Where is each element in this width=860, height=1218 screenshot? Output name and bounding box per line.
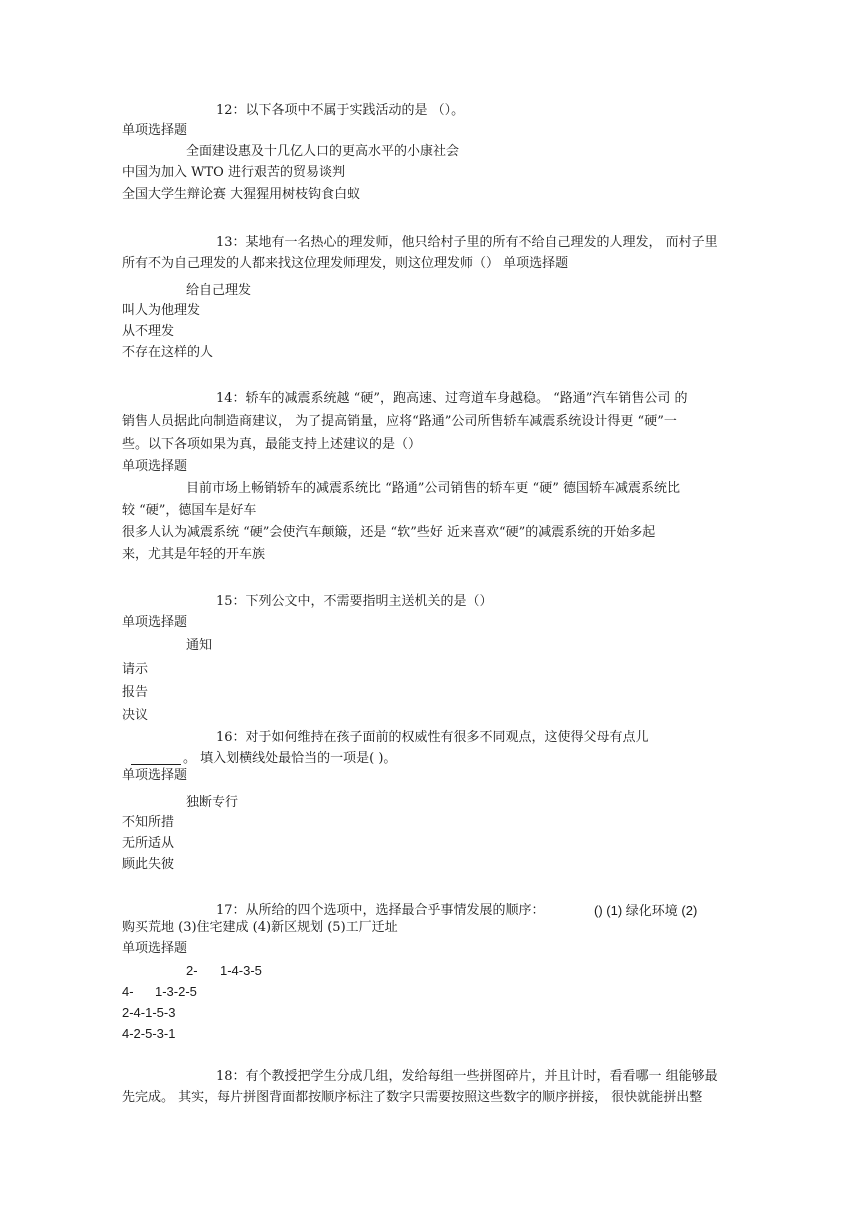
q12-option-c: 全国大学生辩论赛 大猩猩用树枝钩食白蚁	[122, 187, 361, 202]
q12-stem: 12：以下各项中不属于实践活动的是 （）。	[216, 103, 465, 118]
q17-stem-line1: 17：从所给的四个选项中，选择最合乎事情发展的顺序：	[216, 903, 545, 918]
q14-option-line3: 很多人认为减震系统 “硬”会使汽车颠簸，还是 “软”些好 近来喜欢“硬”的减震系统的开始多起	[122, 525, 656, 540]
q14-option-line1: 目前市场上畅销轿车的减震系统比 “路通”公司销售的轿车更 “硬” 德国轿车减震系统比	[186, 481, 680, 496]
q13-option-c: 从不理发	[122, 324, 175, 339]
q13-option-b: 叫人为他理发	[122, 303, 201, 318]
q12-option-b: 中国为加入 WTO 进行艰苦的贸易谈判	[122, 165, 345, 180]
q15-option-b: 请示	[122, 662, 149, 677]
q17-option-c: 2-4-1-5-3	[122, 1005, 176, 1020]
q14-option-line4: 来，尤其是年轻的开车族	[122, 547, 266, 562]
q12-option-a: 全面建设惠及十几亿人口的更高水平的小康社会	[186, 144, 460, 159]
q14-option-line2: 较 “硬”，德国车是好车	[122, 503, 257, 518]
q17-option-d: 4-2-5-3-1	[122, 1026, 176, 1041]
q13-option-d: 不存在这样的人	[122, 345, 214, 360]
q13-stem-line1: 13：某地有一名热心的理发师，他只给村子里的所有不给自己理发的人理发， 而村子里	[216, 235, 718, 250]
q14-stem-line1: 14：轿车的减震系统越 “硬”，跑高速、过弯道车身越稳。 “路通”汽车销售公司 的	[216, 391, 688, 406]
q17-stem-line2: 购买荒地 (3)住宅建成 (4)新区规划 (5)工厂迁址	[122, 920, 398, 935]
q15-option-c: 报告	[122, 685, 149, 700]
q14-stem-line2: 销售人员据此向制造商建议， 为了提高销量，应将“路通”公司所售轿车减震系统设计得更 “硬”一	[122, 414, 677, 429]
q14-type: 单项选择题	[122, 459, 188, 474]
q17-option-b-part1: 4-	[122, 984, 134, 999]
q16-stem-line2: 。 填入划横线处最恰当的一项是( )。	[183, 751, 397, 766]
q15-type: 单项选择题	[122, 615, 188, 630]
q17-option-a-part2: 1-4-3-5	[220, 963, 262, 978]
q15-stem: 15：下列公文中，不需要指明主送机关的是（）	[216, 594, 493, 609]
q13-stem-line2: 所有不为自己理发的人都来找这位理发师理发，则这位理发师（） 单项选择题	[122, 256, 569, 271]
q16-option-c: 无所适从	[122, 836, 175, 851]
q16-option-b: 不知所措	[122, 815, 175, 830]
q17-option-b-part2: 1-3-2-5	[155, 984, 197, 999]
q17-stem-line1-end: () (1) 绿化环境 (2)	[594, 903, 698, 918]
q15-option-a: 通知	[186, 638, 213, 653]
q12-type: 单项选择题	[122, 123, 188, 138]
q16-option-a: 独断专行	[186, 795, 239, 810]
q18-stem-line1: 18：有个教授把学生分成几组，发给每组一些拼图碎片，并且计时，看看哪一 组能够最	[216, 1069, 718, 1084]
q16-stem-line1: 16：对于如何维持在孩子面前的权威性有很多不同观点，这使得父母有点儿	[216, 730, 649, 745]
q13-option-a: 给自己理发	[186, 283, 252, 298]
q16-blank-underline	[131, 764, 181, 765]
q17-option-a-part1: 2-	[186, 963, 198, 978]
q15-option-d: 决议	[122, 708, 149, 723]
q17-type: 单项选择题	[122, 941, 188, 956]
q16-type: 单项选择题	[122, 768, 188, 783]
q16-option-d: 顾此失彼	[122, 857, 175, 872]
q18-stem-line2: 先完成。 其实，每片拼图背面都按顺序标注了数字只需要按照这些数字的顺序拼接， 很快就能拼出整	[122, 1090, 703, 1105]
q14-stem-line3: 些。以下各项如果为真，最能支持上述建议的是（）	[122, 437, 422, 452]
